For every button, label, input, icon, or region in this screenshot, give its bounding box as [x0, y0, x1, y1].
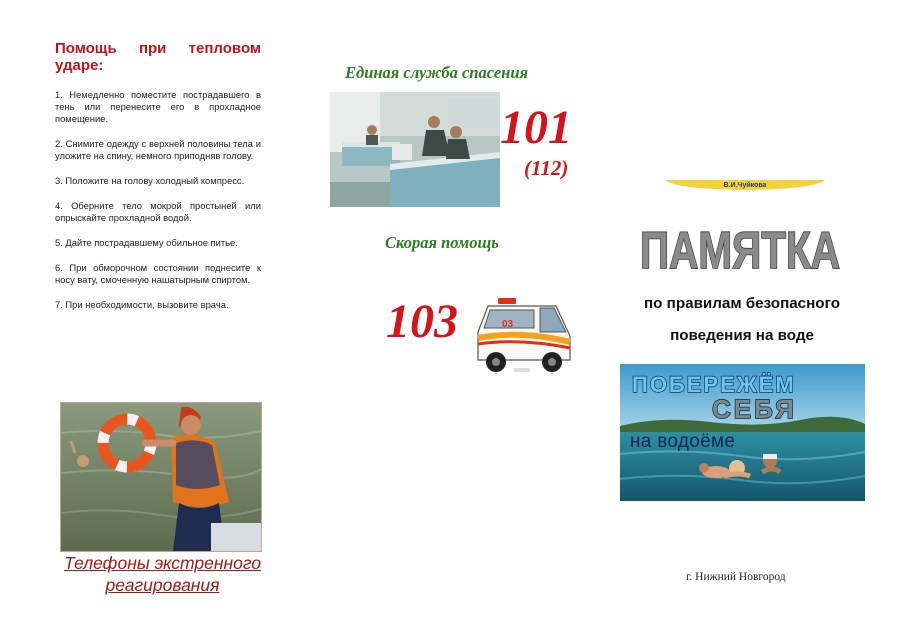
logo-text: В.И.Чуйкова: [723, 182, 767, 189]
dispatch-illustration: [330, 92, 500, 207]
title-line-2: ударе:: [55, 57, 104, 74]
title-word: тепловом: [188, 40, 261, 57]
first-aid-step: 6. При обморочном состоянии поднесите к носу вату, смоченную нашатырным спиртом.: [55, 261, 261, 285]
water-safety-poster: [620, 364, 865, 501]
rescue-service-heading: Единая служба спасения: [345, 63, 529, 82]
first-aid-step: 5. Дайте пострадавшему обильное питье.: [55, 237, 238, 248]
ambulance-vehicle-label: 03: [502, 319, 514, 330]
ambulance-phone-number: 103: [386, 295, 458, 348]
heat-stroke-help-title: [55, 40, 261, 74]
first-aid-step: 3. Положите на голову холодный компресс.: [55, 175, 245, 187]
lifeguard-photo: [60, 402, 262, 552]
title-word: при: [138, 40, 167, 57]
leaflet-subtitle: [612, 288, 872, 352]
first-aid-step: 4. Оберните тело мокрой простыней или опрыскайте прохладной водой.: [55, 200, 261, 224]
first-aid-step: 1. Немедленно поместите пострадавшего в тень или перенесите его в прохладное помещение.: [55, 89, 261, 125]
poster-line2: СЕБЯ: [712, 394, 797, 424]
poster-line3: на водоёме: [630, 431, 736, 452]
logo-banner: [665, 180, 825, 191]
title-word: Помощь: [55, 40, 117, 57]
rescue-alt-phone-number: (112): [524, 156, 569, 180]
city-label: г. Нижний Новгород: [686, 571, 786, 583]
subtitle-line2: поведения на воде: [670, 327, 814, 344]
main-title: [620, 218, 860, 280]
first-aid-steps-list: [55, 89, 261, 324]
main-title-text: ПАМЯТКА: [640, 222, 840, 280]
poster-line1: ПОБЕРЕЖЁМ: [632, 372, 796, 397]
rescue-phone-number: 101: [500, 101, 572, 154]
emergency-phones-line2: реагирования: [105, 575, 220, 595]
dispatch-center-photo: [330, 92, 500, 207]
subtitle-line1: по правилам безопасного: [644, 295, 840, 312]
emergency-phones-title: [40, 552, 285, 596]
first-aid-step: 2. Снимите одежду с верхней половины тела и уложите на спину, немного приподняв голову.: [55, 138, 261, 162]
ambulance-heading: Скорая помощь: [385, 233, 499, 252]
first-aid-step: 7. При необходимости, вызовите врача.: [55, 298, 229, 310]
emergency-phones-line1: Телефоны экстренного: [63, 553, 261, 573]
lifeguard-illustration: [61, 403, 261, 551]
ambulance-icon: [470, 292, 578, 378]
